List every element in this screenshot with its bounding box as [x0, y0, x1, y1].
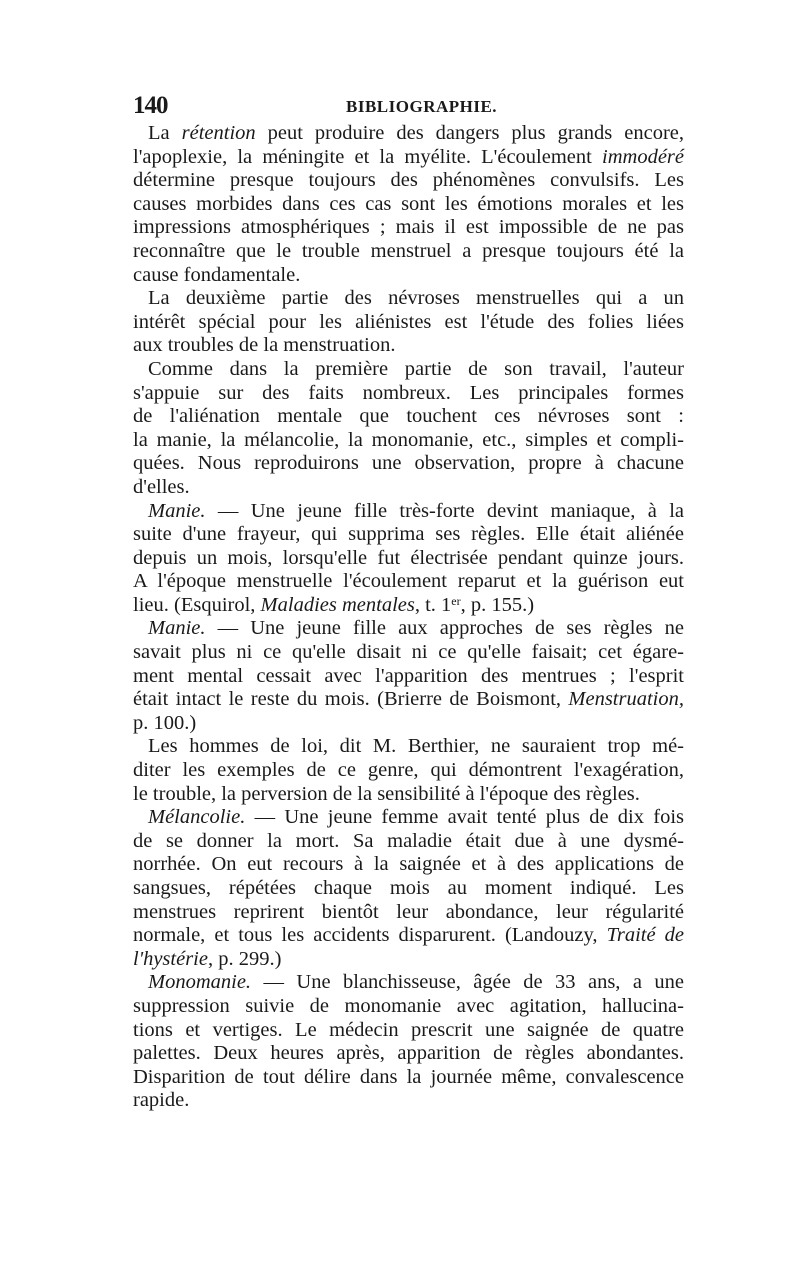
paragraph-comme-dans — [118, 358, 684, 500]
text-line: Manie. — Une jeune fille aux approches de ses règles ne — [148, 617, 684, 640]
text-line: quées. Nous reproduirons une observation, propre à chacune — [133, 452, 684, 475]
text-line: menstrues reprirent bientôt leur abondance, leur régularité — [133, 900, 684, 923]
paragraph-hommes-de-loi — [118, 735, 684, 806]
case-label: Monomanie. — [148, 971, 252, 994]
text-line: Mélancolie. — Une jeune femme avait tenté plus de dix fois — [148, 806, 684, 829]
text-line: détermine presque toujours des phénomènes convulsifs. Les — [133, 169, 684, 192]
paragraph-manie-brierre — [118, 617, 684, 735]
text-line: s'appuie sur des faits nombreux. Les principales formes — [133, 381, 684, 404]
text-line: l'hystérie, p. 299.) — [133, 947, 282, 970]
text-line: aux troubles de la menstruation. — [133, 334, 396, 357]
text-line: normale, et tous les accidents disparurent. (Landouzy, Traité de — [133, 924, 684, 947]
text-line: d'elles. — [133, 475, 190, 498]
case-label: Mélancolie. — [148, 806, 246, 829]
text-line: Comme dans la première partie de son travail, l'auteur — [148, 357, 684, 380]
text-line: le trouble, la perversion de la sensibilité à l'époque des règles. — [133, 782, 640, 805]
text-line: La rétention peut produire des dangers plus grands encore, — [148, 122, 684, 144]
text-line: suppression suivie de monomanie avec agitation, hallucina- — [133, 994, 684, 1017]
text-line: de se donner la mort. Sa maladie était due à une dysmé- — [133, 829, 684, 852]
text-line: l'apoplexie, la méningite et la myélite. L'écoulement immodéré — [133, 145, 684, 168]
text-line: diter les exemples de ce genre, qui démontrent l'exagération, — [133, 759, 684, 782]
text-line: La deuxième partie des névroses menstruelles qui a un — [148, 287, 684, 310]
text-line: rapide. — [133, 1089, 190, 1112]
text-line: la manie, la mélancolie, la monomanie, etc., simples et compli- — [133, 428, 684, 451]
paragraph-retention — [118, 122, 684, 287]
paragraph-manie-esquirol — [118, 500, 684, 618]
text-line: palettes. Deux heures après, apparition de règles abondantes. — [133, 1042, 684, 1065]
text-line: sangsues, répétées chaque mois au moment indiqué. Les — [133, 877, 684, 899]
text-line: de l'aliénation mentale que touchent ces névroses sont : — [133, 405, 684, 428]
case-label: Manie. — [148, 499, 206, 522]
text-line: Monomanie. — Une blanchisseuse, âgée de 33 ans, a une — [148, 971, 684, 994]
text-line: ment mental cessait avec l'apparition des mentrues ; l'esprit — [133, 664, 684, 687]
text-line: savait plus ni ce qu'elle disait ni ce qu'elle faisait; cet égare- — [133, 641, 684, 664]
text-line: A l'époque menstruelle l'écoulement reparut et la guérison eut — [133, 570, 684, 593]
text-line: Les hommes de loi, dit M. Berthier, ne sauraient trop mé- — [148, 735, 684, 758]
case-label: Manie. — [148, 617, 206, 640]
paragraph-monomanie — [118, 971, 684, 1113]
text-line: depuis un mois, lorsqu'elle fut électrisée pendant quinze jours. — [133, 546, 684, 569]
text-line: causes morbides dans ces cas sont les émotions morales et les — [133, 192, 684, 215]
text-line: était intact le reste du mois. (Brierre de Boismont, Menstruation, — [133, 688, 684, 711]
text-line: p. 100.) — [133, 711, 197, 734]
text-line: cause fondamentale. — [133, 263, 301, 286]
text-line: Manie. — Une jeune fille très-forte devint maniaque, à la — [148, 499, 684, 522]
running-head: BIBLIOGRAPHIE. — [346, 97, 498, 116]
text-line: Disparition de tout délire dans la journée même, convalescence — [133, 1065, 684, 1088]
page-header — [133, 92, 683, 122]
text-line: reconnaître que le trouble menstruel a presque toujours été la — [133, 239, 684, 262]
page-number: 140 — [133, 92, 168, 119]
body-text — [118, 122, 684, 1113]
text-line: impressions atmosphériques ; mais il est impossible de ne pas — [133, 216, 684, 239]
text-line: suite d'une frayeur, qui supprima ses règles. Elle était aliénée — [133, 523, 684, 546]
paragraph-deuxieme-partie — [118, 287, 684, 358]
text-line: tions et vertiges. Le médecin prescrit une saignée de quatre — [133, 1018, 684, 1041]
text-line: intérêt spécial pour les aliénistes est l'étude des folies liées — [133, 310, 684, 333]
text-line: lieu. (Esquirol, Maladies mentales, t. 1er, p. 155.) — [133, 593, 535, 616]
paragraph-melancolie — [118, 806, 684, 971]
text-line: norrhée. On eut recours à la saignée et à des applications de — [133, 853, 684, 876]
